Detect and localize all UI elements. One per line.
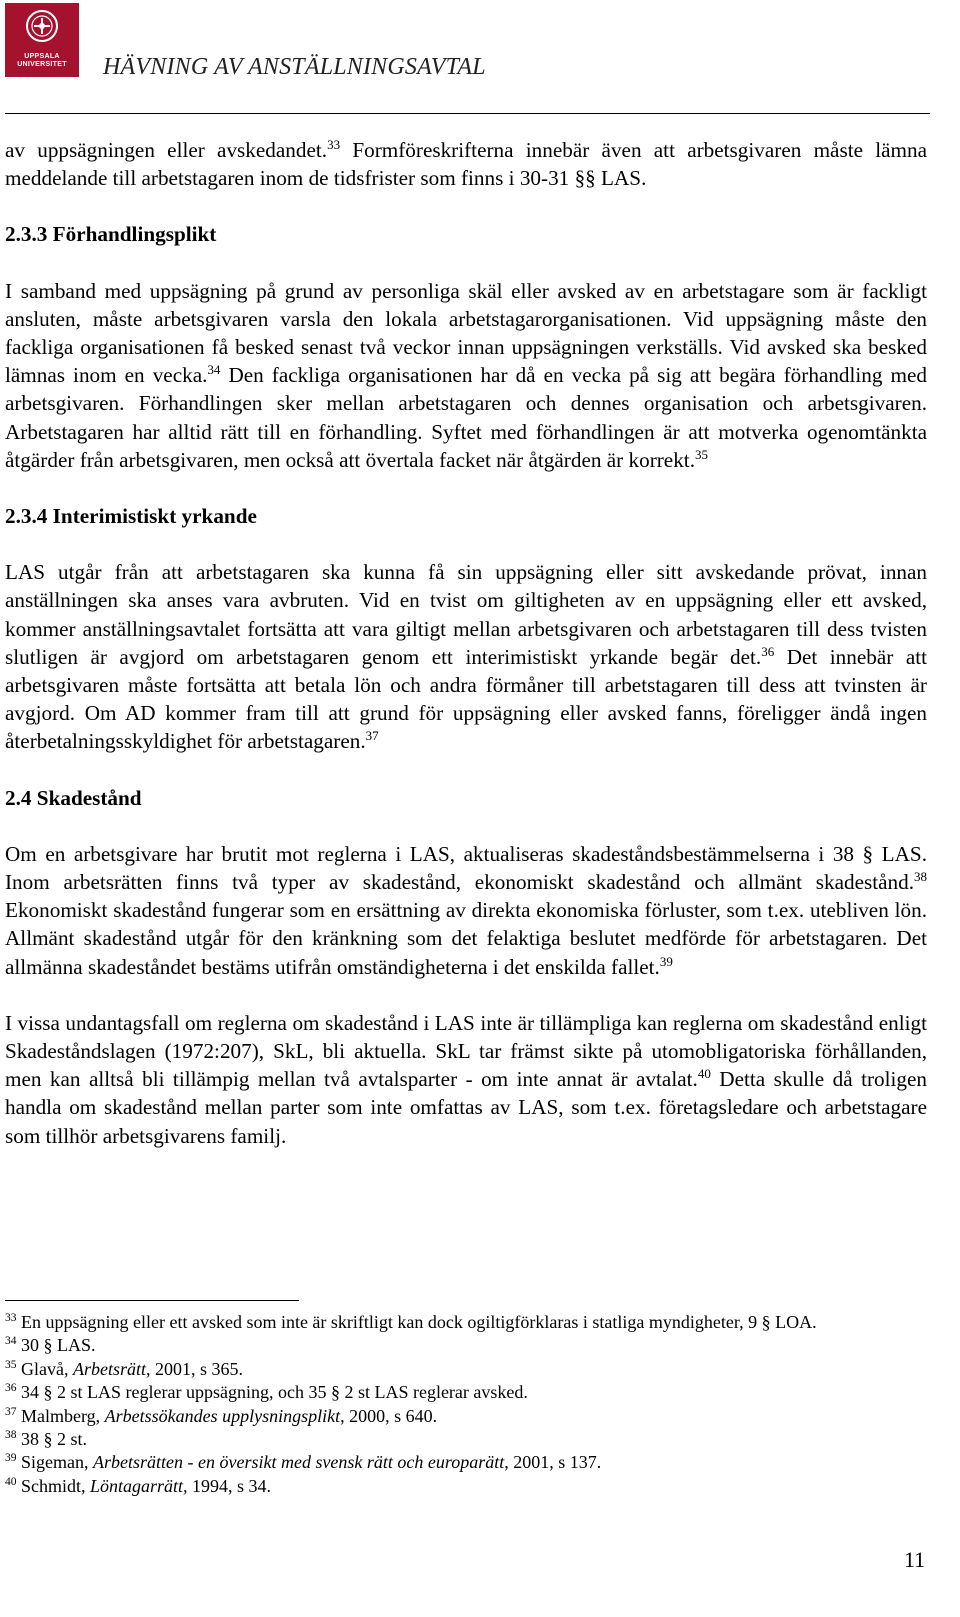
footnote: $^{38}$ 38 § 2 st. bbox=[5, 1429, 88, 1450]
section-heading-2-3-4: 2.3.4 Interimistiskt yrkande bbox=[5, 504, 257, 529]
footnote: $^{35}$ Glavå, Arbetsrätt, 2001, s 365. bbox=[5, 1358, 244, 1379]
paragraph-continuation: av uppsägningen eller avskedandet.$^{33}$ Formföreskrifterna innebär även att arbetsgivaren måste lämna meddelande till arbetstagaren inom de tidsfrister som finns i 30-31 §§ LAS. bbox=[5, 137, 928, 191]
running-title: HÄVNING AV ANSTÄLLNINGSAVTAL bbox=[103, 54, 486, 80]
footnote: $^{36}$ 34 § 2 st LAS reglerar uppsägning, och 35 § 2 st LAS reglerar avsked. bbox=[5, 1382, 528, 1403]
footnote: $^{39}$ Sigeman, Arbetsrätten - en översikt med svensk rätt och europarätt, 2001, s 137. bbox=[5, 1452, 602, 1473]
footnote: $^{33}$ En uppsägning eller ett avsked som inte är skriftligt kan dock ogiltigförklaras i statliga myndigheter, 9 § LOA. bbox=[5, 1312, 817, 1332]
paragraph-skadestand-1: Om en arbetsgivare har brutit mot reglerna i LAS, aktualiseras skadeståndsbestämmelserna i 38 § LAS. Inom arbetsrätten finns två typer av skadestånd, ekonomiskt skadestånd och allmänt skadestånd.$^{38}$ Ekonomiskt skadestånd fungerar som en ersättning av direkta ekonomiska förluster, som t.ex. utebliven lön. Allmänt skadestånd utgår för den kränkning som det felaktiga beslutet medförde för arbetstagaren. Det allmänna skadeståndet bestäms utifrån omständigheterna i det enskilda fallet.$^{39}$ bbox=[5, 841, 927, 979]
footnote-divider bbox=[5, 1300, 299, 1301]
footnotes bbox=[5, 1311, 935, 1498]
footnote-ref[interactable]: 35 bbox=[695, 446, 708, 462]
header-divider bbox=[5, 113, 930, 114]
footnote-ref[interactable]: 38 bbox=[914, 869, 927, 885]
page-number: 11 bbox=[904, 1547, 926, 1572]
paragraph-skadestand-2: I vissa undantagsfall om reglerna om skadestånd i LAS inte är tillämpliga kan reglerna om skadestånd enligt Skadeståndslagen (1972:207), SkL, bli aktuella. SkL tar främst sikte på utomobligatoriska förhållanden, men kan alltså bli tillämpig mellan två avtalsparter - om inte annat är avtalat.$^{40}$ Detta skulle då troligen handla om skadestånd mellan parter som inte omfattas av LAS, som t.ex. företagsledare och arbetstagare som tillhör arbetsgivarens familj. bbox=[5, 1010, 928, 1148]
university-logo bbox=[5, 3, 79, 77]
footnote-ref[interactable]: 40 bbox=[697, 1066, 711, 1082]
footnote: $^{37}$ Malmberg, Arbetssökandes upplysningsplikt, 2000, s 640. bbox=[5, 1405, 438, 1426]
footnote-ref[interactable]: 34 bbox=[207, 362, 221, 378]
section-heading-2-3-3: 2.3.3 Förhandlingsplikt bbox=[5, 222, 217, 247]
footnote-ref[interactable]: 39 bbox=[659, 953, 673, 969]
footnote: $^{34}$ 30 § LAS. bbox=[5, 1335, 96, 1356]
footnote: $^{40}$ Schmidt, Löntagarrätt, 1994, s 34. bbox=[5, 1475, 272, 1496]
logo-text-line1: UPPSALA bbox=[24, 53, 60, 60]
footnote-ref[interactable]: 36 bbox=[761, 643, 775, 659]
body-text bbox=[5, 136, 927, 1150]
logo-text-line2: UNIVERSITET bbox=[17, 61, 67, 68]
footnote-ref[interactable]: 37 bbox=[365, 728, 379, 744]
paragraph-interimistiskt: LAS utgår från att arbetstagaren ska kunna få sin uppsägning eller sitt avskedande prövat, innan anställningen ska anses vara avbruten. Vid en tvist om giltigheten av en uppsägning eller ett avsked, kommer anställningsavtalet fortsätta att vara giltigt mellan arbetsgivaren och arbetstagaren till dess tvisten slutligen är avgjord om arbetstagaren genom ett interimistiskt yrkande begär det.$^{36}$ Det innebär att arbetsgivaren måste fortsätta att betala lön och andra förmåner till arbetstagaren till dess att tvinsten är avgjord. Om AD kommer fram till att grund för uppsägning eller avsked fanns, föreligger ändå ingen återbetalningsskyldighet för arbetstagaren.$^{37}$ bbox=[5, 560, 927, 754]
seal-icon bbox=[25, 9, 59, 49]
footnote-ref[interactable]: 33 bbox=[327, 137, 341, 152]
section-heading-2-4: 2.4 Skadestånd bbox=[5, 785, 142, 810]
paragraph-forhandlingsplikt: I samband med uppsägning på grund av personliga skäl eller avsked av en arbetstagare som är fackligt ansluten, måste arbetsgivaren varsla den lokala arbetstagarorganisationen. Vid uppsägning måste den fackliga organisationen få besked senast två veckor innan uppsägningen verkställs. Vid avsked ska besked lämnas inom en vecka.$^{34}$ Den fackliga organisationen har då en vecka på sig att begära förhandling med arbetsgivaren. Förhandlingen sker mellan arbetstagaren och dennes organisation och arbetsgivaren. Arbetstagaren har alltid rätt till en förhandling. Syftet med förhandlingen är att motverka ogenomtänkta åtgärder från arbetsgivaren, men också att övertala facket när åtgärden är korrekt.$^{35}$ bbox=[5, 278, 928, 472]
page-header bbox=[0, 0, 960, 116]
